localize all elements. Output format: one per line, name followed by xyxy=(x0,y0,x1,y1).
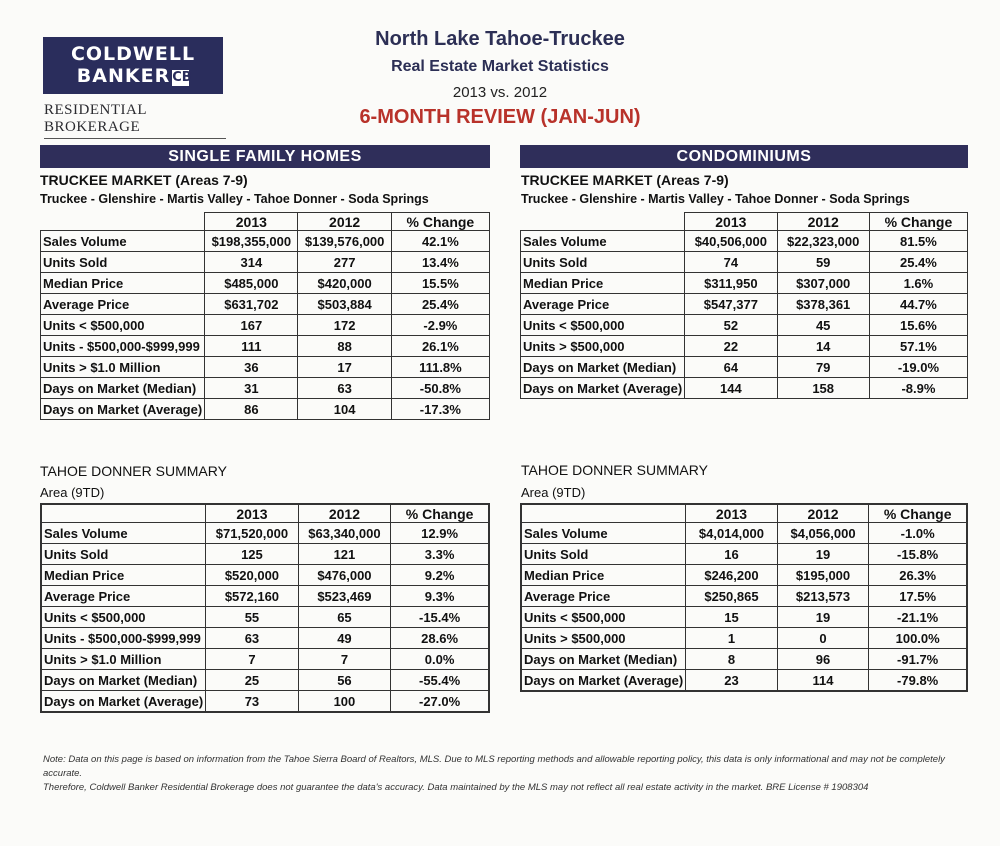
value-2013: 52 xyxy=(685,315,777,336)
sfh-market-areas: Truckee - Glenshire - Martis Valley - Tahoe Donner - Soda Springs xyxy=(40,192,429,206)
table-row xyxy=(41,523,489,544)
column-header: % Change xyxy=(391,504,489,523)
table-row xyxy=(41,607,489,628)
review-period: 6-MONTH REVIEW (JAN-JUN) xyxy=(359,106,641,128)
percent-change: -50.8% xyxy=(391,378,489,399)
value-2012: 172 xyxy=(298,315,391,336)
value-2013: 74 xyxy=(685,252,777,273)
percent-change: -2.9% xyxy=(391,315,489,336)
percent-change: 25.4% xyxy=(391,294,489,315)
table-header-row xyxy=(41,504,489,523)
value-2012: 45 xyxy=(777,315,869,336)
value-2013: $250,865 xyxy=(686,586,778,607)
value-2013: 111 xyxy=(205,336,298,357)
row-label: Units < $500,000 xyxy=(41,607,206,628)
value-2013: $311,950 xyxy=(685,273,777,294)
table-row xyxy=(521,586,967,607)
value-2013: 15 xyxy=(686,607,778,628)
row-label: Days on Market (Median) xyxy=(41,378,205,399)
percent-change: 57.1% xyxy=(869,336,967,357)
page-title: North Lake Tahoe-Truckee xyxy=(375,28,625,50)
percent-change: 0.0% xyxy=(391,649,489,670)
column-header: 2012 xyxy=(777,504,869,523)
row-label: Units > $1.0 Million xyxy=(41,649,206,670)
footnote-line2: Therefore, Coldwell Banker Residential Brokerage does not guarantee the data's accuracy. Data maintained by the MLS may not reflect all real estate activity in the market. BRE License # 1908304 xyxy=(43,782,869,793)
sfh-tahoe-heading: TAHOE DONNER SUMMARY xyxy=(40,463,227,479)
table-row xyxy=(41,628,489,649)
row-label: Units Sold xyxy=(41,252,205,273)
percent-change: 9.2% xyxy=(391,565,489,586)
percent-change: -17.3% xyxy=(391,399,489,420)
table-row xyxy=(521,649,967,670)
value-2013: 73 xyxy=(206,691,299,713)
value-2013: $520,000 xyxy=(206,565,299,586)
value-2013: 31 xyxy=(205,378,298,399)
percent-change: 3.3% xyxy=(391,544,489,565)
table-row xyxy=(41,252,490,273)
value-2012: $523,469 xyxy=(298,586,391,607)
condo-market-areas: Truckee - Glenshire - Martis Valley - Tahoe Donner - Soda Springs xyxy=(521,192,910,206)
percent-change: 81.5% xyxy=(869,231,967,252)
table-row xyxy=(521,294,968,315)
coldwell-banker-logo xyxy=(43,37,223,94)
percent-change: 100.0% xyxy=(869,628,967,649)
value-2012: $378,361 xyxy=(777,294,869,315)
row-label: Sales Volume xyxy=(41,523,206,544)
percent-change: -55.4% xyxy=(391,670,489,691)
row-label: Units Sold xyxy=(521,252,685,273)
percent-change: 25.4% xyxy=(869,252,967,273)
value-2013: 86 xyxy=(205,399,298,420)
column-header: 2013 xyxy=(685,213,777,231)
value-2012: 100 xyxy=(298,691,391,713)
row-label: Days on Market (Median) xyxy=(521,357,685,378)
table-row xyxy=(41,336,490,357)
sfh-tahoe-table xyxy=(40,503,490,713)
header-blank-cell xyxy=(521,213,685,231)
row-label: Days on Market (Average) xyxy=(521,670,686,692)
comparison-years: 2013 vs. 2012 xyxy=(452,84,548,101)
value-2012: 7 xyxy=(298,649,391,670)
row-label: Median Price xyxy=(41,273,205,294)
header-blank-cell xyxy=(41,213,205,231)
row-label: Average Price xyxy=(521,294,685,315)
condo-tahoe-area: Area (9TD) xyxy=(521,485,586,500)
value-2012: $139,576,000 xyxy=(298,231,391,252)
value-2012: $420,000 xyxy=(298,273,391,294)
column-header: % Change xyxy=(869,504,967,523)
value-2013: 16 xyxy=(686,544,778,565)
value-2012: 19 xyxy=(777,544,869,565)
table-row xyxy=(41,691,489,713)
percent-change: -15.8% xyxy=(869,544,967,565)
value-2012: $213,573 xyxy=(777,586,869,607)
logo-line2: BANKER xyxy=(76,65,171,87)
value-2012: 121 xyxy=(298,544,391,565)
value-2013: 8 xyxy=(686,649,778,670)
sfh-tahoe-area: Area (9TD) xyxy=(40,485,105,500)
percent-change: -1.0% xyxy=(869,523,967,544)
value-2012: 59 xyxy=(777,252,869,273)
value-2012: $503,884 xyxy=(298,294,391,315)
condo-tahoe-table xyxy=(520,503,968,692)
value-2013: 1 xyxy=(686,628,778,649)
row-label: Average Price xyxy=(41,294,205,315)
table-row xyxy=(41,586,489,607)
table-row xyxy=(521,670,967,692)
percent-change: 1.6% xyxy=(869,273,967,294)
row-label: Days on Market (Average) xyxy=(41,399,205,420)
condo-truckee-table xyxy=(520,212,968,399)
logo-line2-wrap xyxy=(43,65,223,87)
sfh-market-heading: TRUCKEE MARKET (Areas 7-9) xyxy=(40,172,248,188)
column-header: % Change xyxy=(391,213,489,231)
row-label: Median Price xyxy=(521,565,686,586)
table-row xyxy=(521,336,968,357)
row-label: Average Price xyxy=(521,586,686,607)
table-row xyxy=(521,544,967,565)
value-2012: 17 xyxy=(298,357,391,378)
row-label: Units - $500,000-$999,999 xyxy=(41,628,206,649)
row-label: Units Sold xyxy=(41,544,206,565)
percent-change: -21.1% xyxy=(869,607,967,628)
table-row xyxy=(41,294,490,315)
table-row xyxy=(521,252,968,273)
percent-change: 15.5% xyxy=(391,273,489,294)
value-2013: 55 xyxy=(206,607,299,628)
value-2013: $572,160 xyxy=(206,586,299,607)
row-label: Units > $1.0 Million xyxy=(41,357,205,378)
value-2013: $4,014,000 xyxy=(686,523,778,544)
table-header-row xyxy=(521,504,967,523)
page-subtitle: Real Estate Market Statistics xyxy=(391,58,609,75)
column-header: 2013 xyxy=(686,504,778,523)
condo-market-heading: TRUCKEE MARKET (Areas 7-9) xyxy=(521,172,729,188)
percent-change: 42.1% xyxy=(391,231,489,252)
percent-change: 26.3% xyxy=(869,565,967,586)
value-2013: $547,377 xyxy=(685,294,777,315)
condo-tahoe-heading: TAHOE DONNER SUMMARY xyxy=(521,462,708,478)
value-2012: 96 xyxy=(777,649,869,670)
percent-change: 111.8% xyxy=(391,357,489,378)
value-2012: 49 xyxy=(298,628,391,649)
row-label: Days on Market (Median) xyxy=(41,670,206,691)
value-2013: $40,506,000 xyxy=(685,231,777,252)
row-label: Average Price xyxy=(41,586,206,607)
value-2013: 125 xyxy=(206,544,299,565)
table-row xyxy=(41,670,489,691)
table-row xyxy=(41,649,489,670)
row-label: Days on Market (Average) xyxy=(521,378,685,399)
row-label: Median Price xyxy=(41,565,206,586)
percent-change: 12.9% xyxy=(391,523,489,544)
single-family-band: SINGLE FAMILY HOMES xyxy=(40,145,490,168)
table-row xyxy=(521,378,968,399)
footnote-line1: Note: Data on this page is based on information from the Tahoe Sierra Board of Realtors, MLS. Due to MLS reporting methods and allowable reporting policy, this data is only informational and may not be completely accurate. xyxy=(43,754,945,779)
value-2012: 0 xyxy=(777,628,869,649)
percent-change: 13.4% xyxy=(391,252,489,273)
percent-change: -8.9% xyxy=(869,378,967,399)
percent-change: 26.1% xyxy=(391,336,489,357)
value-2013: $485,000 xyxy=(205,273,298,294)
value-2013: 25 xyxy=(206,670,299,691)
percent-change: -91.7% xyxy=(869,649,967,670)
value-2012: 19 xyxy=(777,607,869,628)
table-header-row xyxy=(41,213,490,231)
percent-change: 17.5% xyxy=(869,586,967,607)
value-2012: 158 xyxy=(777,378,869,399)
table-row xyxy=(41,357,490,378)
value-2013: 36 xyxy=(205,357,298,378)
row-label: Units - $500,000-$999,999 xyxy=(41,336,205,357)
row-label: Units < $500,000 xyxy=(521,607,686,628)
value-2013: 144 xyxy=(685,378,777,399)
table-row xyxy=(521,523,967,544)
row-label: Days on Market (Average) xyxy=(41,691,206,713)
row-label: Units > $500,000 xyxy=(521,628,686,649)
column-header: 2013 xyxy=(206,504,299,523)
value-2013: $246,200 xyxy=(686,565,778,586)
value-2013: $198,355,000 xyxy=(205,231,298,252)
percent-change: 15.6% xyxy=(869,315,967,336)
brokerage-name: RESIDENTIAL BROKERAGE xyxy=(44,102,226,139)
row-label: Units < $500,000 xyxy=(41,315,205,336)
header-blank-cell xyxy=(521,504,686,523)
table-row xyxy=(521,231,968,252)
percent-change: 44.7% xyxy=(869,294,967,315)
value-2013: 63 xyxy=(206,628,299,649)
sfh-truckee-table xyxy=(40,212,490,420)
value-2012: $22,323,000 xyxy=(777,231,869,252)
value-2013: $71,520,000 xyxy=(206,523,299,544)
row-label: Sales Volume xyxy=(521,231,685,252)
percent-change: -19.0% xyxy=(869,357,967,378)
logo-line1: COLDWELL xyxy=(70,43,196,65)
value-2013: 314 xyxy=(205,252,298,273)
table-header-row xyxy=(521,213,968,231)
row-label: Median Price xyxy=(521,273,685,294)
footnote xyxy=(43,753,963,795)
table-row xyxy=(41,544,489,565)
value-2012: 88 xyxy=(298,336,391,357)
value-2013: 64 xyxy=(685,357,777,378)
percent-change: 9.3% xyxy=(391,586,489,607)
value-2012: $195,000 xyxy=(777,565,869,586)
row-label: Units > $500,000 xyxy=(521,336,685,357)
table-row xyxy=(41,315,490,336)
table-row xyxy=(521,628,967,649)
value-2013: 7 xyxy=(206,649,299,670)
column-header: 2012 xyxy=(298,504,391,523)
value-2012: 65 xyxy=(298,607,391,628)
value-2012: 277 xyxy=(298,252,391,273)
value-2013: 23 xyxy=(686,670,778,692)
table-row xyxy=(521,273,968,294)
column-header: 2012 xyxy=(298,213,391,231)
value-2012: $476,000 xyxy=(298,565,391,586)
row-label: Days on Market (Median) xyxy=(521,649,686,670)
column-header: 2013 xyxy=(205,213,298,231)
column-header: 2012 xyxy=(777,213,869,231)
value-2012: 63 xyxy=(298,378,391,399)
table-row xyxy=(521,565,967,586)
row-label: Sales Volume xyxy=(41,231,205,252)
value-2013: 167 xyxy=(205,315,298,336)
table-row xyxy=(41,565,489,586)
table-row xyxy=(41,273,490,294)
value-2013: 22 xyxy=(685,336,777,357)
percent-change: -15.4% xyxy=(391,607,489,628)
row-label: Units Sold xyxy=(521,544,686,565)
table-row xyxy=(41,231,490,252)
value-2012: 79 xyxy=(777,357,869,378)
condominiums-band: CONDOMINIUMS xyxy=(520,145,968,168)
row-label: Units < $500,000 xyxy=(521,315,685,336)
value-2012: 14 xyxy=(777,336,869,357)
value-2012: 56 xyxy=(298,670,391,691)
column-header: % Change xyxy=(869,213,967,231)
table-row xyxy=(521,607,967,628)
table-row xyxy=(41,378,490,399)
table-row xyxy=(521,315,968,336)
logo-cb-mark: CB xyxy=(172,70,192,85)
row-label: Sales Volume xyxy=(521,523,686,544)
header-blank-cell xyxy=(41,504,206,523)
table-row xyxy=(41,399,490,420)
value-2012: 104 xyxy=(298,399,391,420)
percent-change: -79.8% xyxy=(869,670,967,692)
value-2012: 114 xyxy=(777,670,869,692)
percent-change: 28.6% xyxy=(391,628,489,649)
value-2012: $63,340,000 xyxy=(298,523,391,544)
percent-change: -27.0% xyxy=(391,691,489,713)
value-2012: $307,000 xyxy=(777,273,869,294)
value-2012: $4,056,000 xyxy=(777,523,869,544)
value-2013: $631,702 xyxy=(205,294,298,315)
table-row xyxy=(521,357,968,378)
